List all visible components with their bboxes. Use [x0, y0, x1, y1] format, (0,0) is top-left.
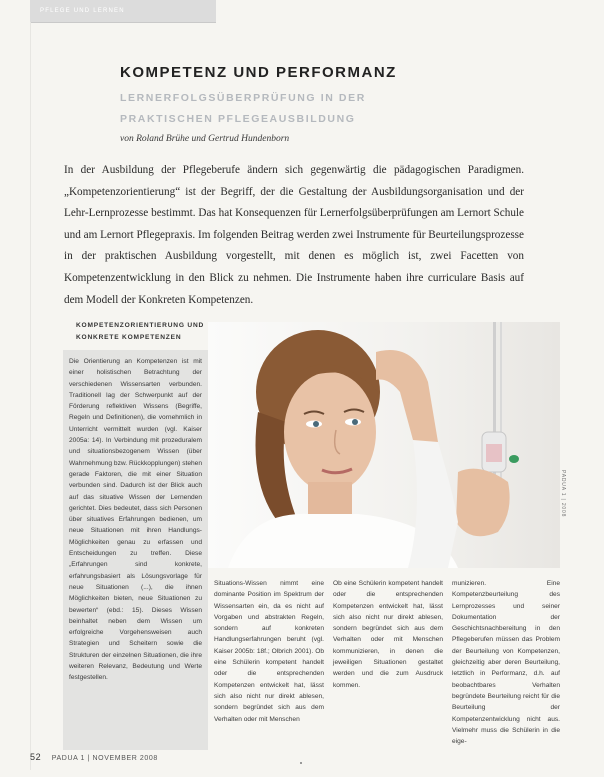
section-tab-label: PFLEGE UND LERNEN — [40, 8, 125, 14]
body-column-1: Situations-Wissen nimmt eine dominante Position im Spektrum der Wissensarten ein, da es nicht auf Vorgaben und abstrakten Regeln, sondern auf konkreten Handlungserfahrungen beruht (vgl. Kaiser 2005b: 18f.; Olbrich 2001). Ob eine Schülerin kompetent handelt oder die entsprechenden Kompetenzen entwickelt hat, lässt sich also nicht nur direkt ablesen, sondern begründet sich aus dem Verhalten oder mit Menschen — [214, 580, 324, 723]
box-heading: KOMPETENZORIENTIERUNG UND KONKRETE KOMPETENZEN — [76, 322, 205, 341]
info-box — [63, 350, 208, 750]
info-box-text: Die Orientierung an Kompetenzen ist mit einer holistischen Betrachtung der verschiedenen Wissensarten verbunden. Traditionell lag der Schwerpunkt auf der Förderung reflektiven Wissens (Begriffe, Regeln und Definitionen), die vornehmlich in Unterricht vermittelt wurden (vgl. Kaiser 2005a: 14). In Verbindung mit prozeduralem und situationsbezogenem Wissen (über Wahrnehmung bzw. Rückkopplungen) stehen gerade Faktoren, die mit einer Situation verbunden sind. Dadurch ist der Blick auch auf das situative Wissen der Lernenden gerichtet. Dies bedeutet, dass sich Personen über situatives Erfahrungen bedienen, um neue Situationen mit ihren Handlungs-Möglichkeiten genau zu erfassen und Entscheidungen zu treffen. Diese „Erfahrungen sind konkrete, erfahrungsbasiert als Lösungsvorlage für neue Situationen (...), die ihnen Möglichkeiten bieten, neue Situationen zu bewerten“ (ebd.: 15). Dieses Wissen beinhaltet neben dem Wissen um erfolgreiche Vorgehensweisen auch Strategien und Scheitern sowie die Strukturen der einzelnen Situationen, die ihre weiteren Relevanz, Bedeutung und Werte festgestellen. — [69, 358, 202, 682]
fold-mark — [300, 762, 302, 764]
article-subtitle: LERNERFOLGSÜBERPRÜFUNG IN DER PRAKTISCHEN PFLEGEAUSBILDUNG — [120, 92, 366, 125]
margin-divider — [30, 22, 31, 770]
body-column-2: Ob eine Schülerin kompetent handelt oder die entsprechenden Kompetenzen entwickelt hat, lässt sich also nicht nur direkt ablesen, sondern begründet sich aus dem Verhalten oder mit Menschen kommunizieren, in denen die jeweiligen Situationen gestaltet werden und die zum Ausdruck kommen. — [333, 580, 443, 689]
issue-label: PADUA 1 | NOVEMBER 2008 — [51, 755, 158, 762]
article-title: KOMPETENZ UND PERFORMANZ — [120, 64, 397, 81]
article-authors: von Roland Brühe und Gertrud Hundenborn — [120, 134, 290, 144]
section-tab — [30, 0, 216, 23]
body-column-3: munizieren. Eine Kompetenzbeurteilung des Lernprozesses und seiner Dokumentation der Geschichtsnachbereitung in den Pflegeberufen müssen das Problem der Beurteilung von Kompetenzen, gleichzeitig aber deren Beurteilung, letztlich in Performanz, d.h. auf beobachtbares Verhalten begründete Beurteilung reicht für die Beurteilung der Kompetenzentwicklung nicht aus. Vielmehr muss die Schülerin in die eige- — [452, 580, 560, 746]
side-label: PADUA 1 | 2008 — [560, 470, 566, 518]
page-footer — [30, 752, 158, 762]
nurse-photo — [208, 322, 560, 568]
page-number: 52 — [30, 752, 42, 762]
intro-paragraph: In der Ausbildung der Pflegeberufe ändern sich gegenwärtig die pädagogischen Paradigmen. „Kompetenzorientierung“ ist der Begriff, der die Gestaltung der Ausbildungsorganisation und der Lehr-Lernprozesse bestimmt. Das hat Konsequenzen für Lernerfolgsüberprüfungen am Lernort Schule und am Lernort Pflegepraxis. Im folgenden Beitrag werden zwei Instrumente für Beurteilungsprozesse in der praktischen Ausbildung vorgestellt, mit denen es möglich ist, zwei Facetten von Kompetenzentwicklung in den Blick zu nehmen. Die Instrumente haben ihre curriculare Basis auf dem Modell der Konkreten Kompetenzen. — [64, 164, 524, 306]
nurse-illustration — [208, 322, 560, 568]
